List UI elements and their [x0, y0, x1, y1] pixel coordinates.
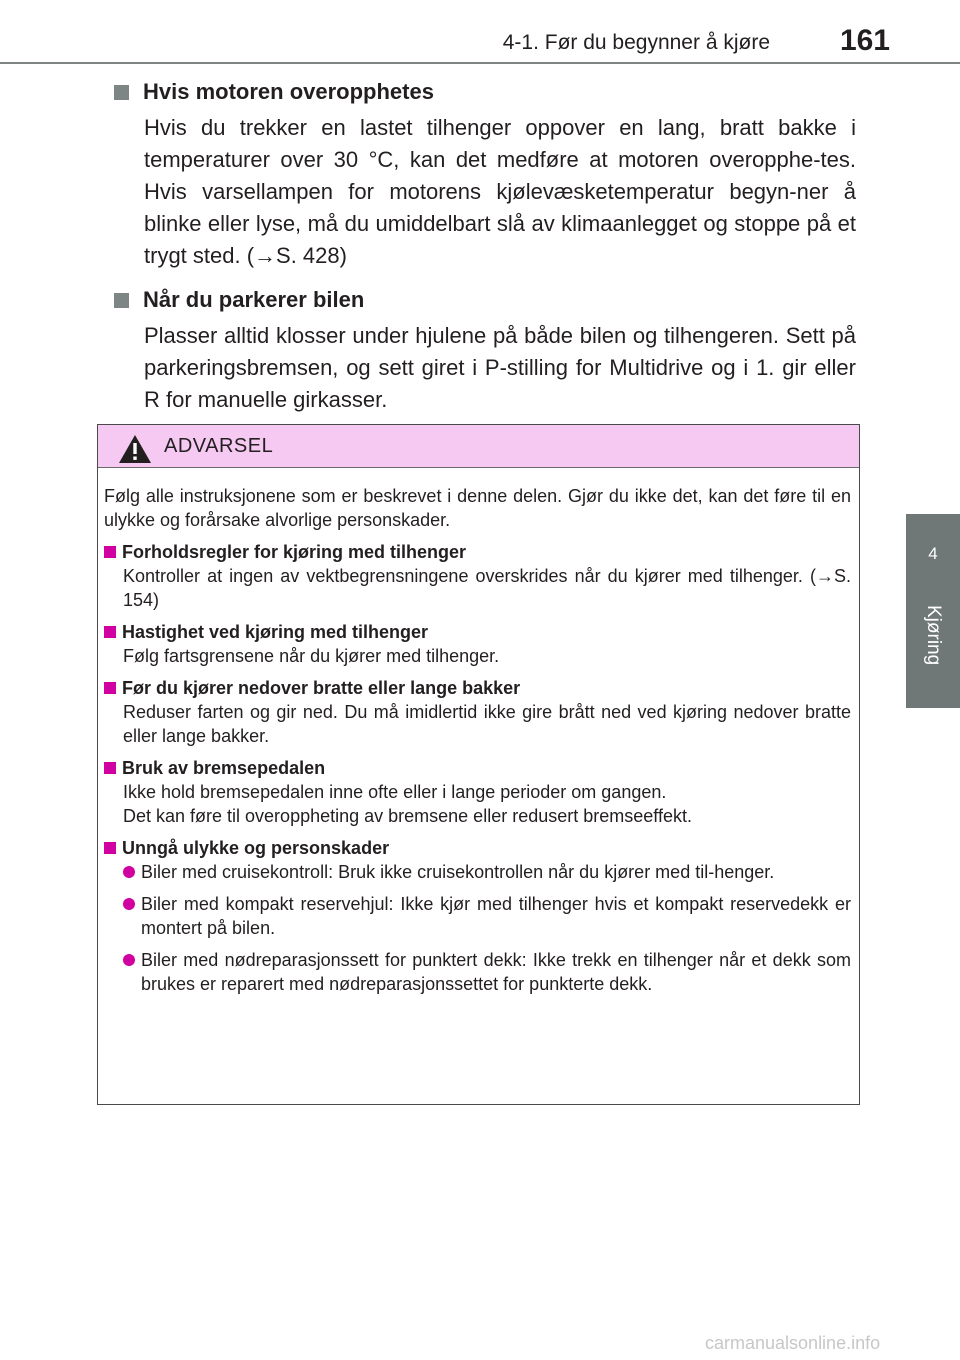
warning-bullet-text: Biler med kompakt reservehjul: Ikke kjør med tilhenger hvis et kompakt reservedekk er montert på bilen.	[141, 894, 851, 938]
warning-triangle-icon	[118, 434, 152, 464]
chapter-tab[interactable]	[906, 514, 960, 598]
section-body: Plasser alltid klosser under hjulene på både bilen og tilhengeren. Sett på parkeringsbremsen, og sett giret i P-stilling for Multidrive og i 1. gir eller R for manuelle girkasser.	[144, 323, 856, 412]
warning-bullet-text: Biler med cruisekontroll: Bruk ikke cruisekontrollen når du kjører med til-henger.	[141, 862, 775, 882]
warning-section-text: Ikke hold bremsepedalen inne ofte eller i lange perioder om gangen.	[123, 782, 667, 802]
chapter-tab-number: 4	[928, 544, 938, 563]
square-bullet-icon	[114, 293, 129, 308]
square-bullet-icon	[104, 626, 116, 638]
circle-bullet-icon	[123, 866, 135, 878]
warning-bullet-item	[123, 948, 851, 996]
warning-bullet-item	[123, 860, 851, 884]
warning-section-heading	[104, 836, 851, 860]
warning-section-text: Reduser farten og gir ned. Du må imidlertid ikke gire brått ned ved kjøring nedover bratte eller lange bakker.	[123, 702, 851, 746]
warning-heading-text: Hastighet ved kjøring med tilhenger	[122, 622, 429, 642]
square-bullet-icon	[104, 546, 116, 558]
warning-title: ADVARSEL	[164, 434, 274, 457]
warning-section-heading	[104, 756, 851, 780]
warning-section-text: Det kan føre til overoppheting av bremsene eller redusert bremseeffekt.	[123, 806, 692, 826]
warning-heading-text: Unngå ulykke og personskader	[122, 838, 390, 858]
header-section-title: 4-1. Før du begynner å kjøre	[502, 31, 770, 54]
circle-bullet-icon	[123, 898, 135, 910]
warning-bullet-text: Biler med nødreparasjonssett for punktert dekk: Ikke trekk en tilhenger når et dekk som brukes er reparert med nødreparasjonssettet for punkterte dekk.	[141, 950, 851, 994]
warning-header	[98, 425, 859, 468]
circle-bullet-icon	[123, 954, 135, 966]
warning-body	[98, 468, 859, 996]
warning-section	[104, 540, 851, 612]
warning-heading-text: Før du kjører nedover bratte eller lange bakker	[122, 678, 521, 698]
warning-section-heading	[104, 620, 851, 644]
square-bullet-icon	[104, 842, 116, 854]
warning-section	[104, 676, 851, 748]
section-overheating	[114, 76, 856, 272]
square-bullet-icon	[104, 762, 116, 774]
warning-section	[104, 756, 851, 828]
main-content	[114, 76, 856, 428]
warning-heading-text: Bruk av bremsepedalen	[122, 758, 326, 778]
watermark-link[interactable]: carmanualsonline.info	[705, 1333, 881, 1353]
warning-intro: Følg alle instruksjonene som er beskrevet i denne delen. Gjør du ikke det, kan det føre til en ulykke og forårsake alvorlige personskader.	[104, 486, 851, 530]
warning-section	[104, 620, 851, 668]
section-heading	[114, 76, 856, 108]
warning-section-text: Følg fartsgrensene når du kjører med tilhenger.	[123, 646, 500, 666]
square-bullet-icon	[114, 85, 129, 100]
warning-section	[104, 836, 851, 996]
section-parking	[114, 284, 856, 416]
page-number: 161	[839, 24, 890, 57]
warning-section-heading	[104, 676, 851, 700]
header-rule	[0, 62, 960, 64]
section-heading	[114, 284, 856, 316]
warning-heading-text: Forholdsregler for kjøring med tilhenger	[122, 542, 467, 562]
warning-section-heading	[104, 540, 851, 564]
section-heading-text: Hvis motoren overopphetes	[143, 79, 434, 104]
section-body: Hvis du trekker en lastet tilhenger oppover en lang, bratt bakke i temperaturer over 30 °C, kan det medføre at motoren overopphe-tes. Hvis varsellampen for motorens kjølevæsketemperatur begyn-ner å blinke eller lyse, må du umiddelbart slå av klimaanlegget og stoppe på et trygt sted. (→S. 428)	[144, 115, 856, 268]
section-heading-text: Når du parkerer bilen	[143, 287, 365, 312]
warning-bullet-item	[123, 892, 851, 940]
square-bullet-icon	[104, 682, 116, 694]
chapter-tab-label: Kjøring	[923, 605, 944, 666]
warning-section-text: Kontroller at ingen av vektbegrensningene overskrides når du kjører med tilhenger. (→S. 154)	[123, 566, 851, 610]
warning-box	[97, 424, 860, 1105]
